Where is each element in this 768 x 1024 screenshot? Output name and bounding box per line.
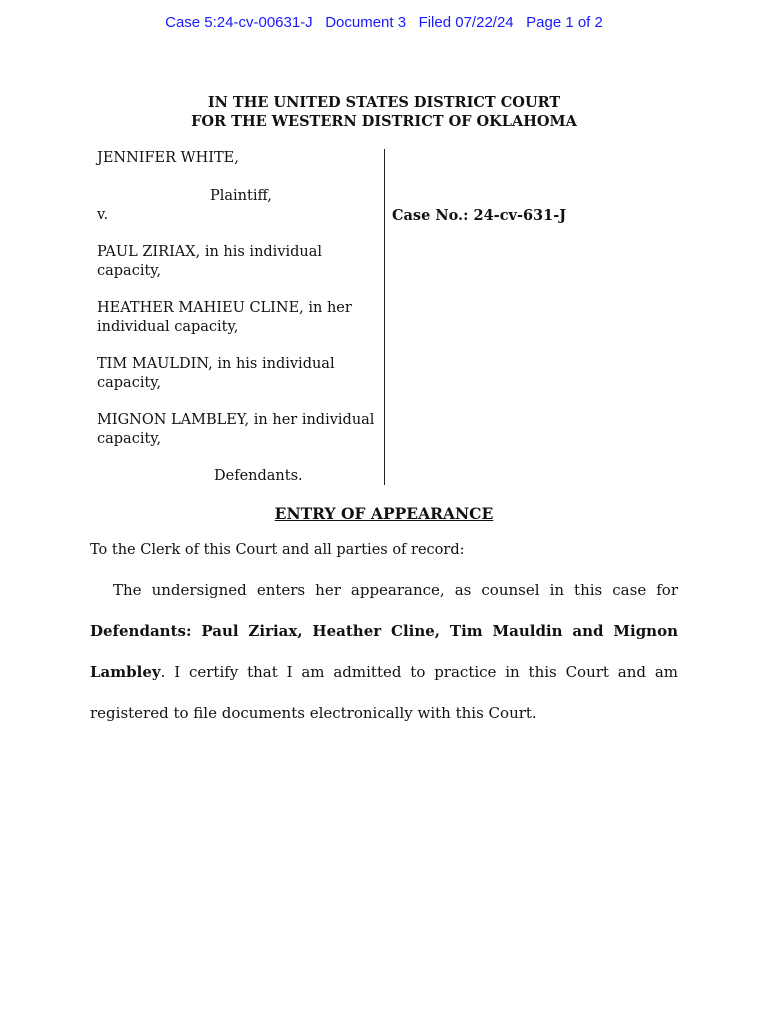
body-certification: . I certify that I am admitted to practice in this Court and am registered to file documents electronically with this Court. (90, 663, 678, 722)
document-title: ENTRY OF APPEARANCE (274, 504, 494, 523)
defendant-entry: TIM MAULDIN, in his individual capacity, (97, 356, 335, 391)
defendant-entry: MIGNON LAMBLEY, in her individual capacity, (97, 412, 375, 447)
court-name-line: IN THE UNITED STATES DISTRICT COURT (207, 94, 561, 111)
court-heading (0, 93, 768, 131)
caption-divider (384, 149, 385, 485)
body-parties: Defendants: Paul Ziriax, Heather Cline, Tim Mauldin and Mignon Lambley (90, 622, 678, 681)
ecf-filing-header: Case 5:24-cv-00631-J Document 3 Filed 07/22/24 Page 1 of 2 (165, 14, 603, 31)
body-intro: The undersigned enters her appearance, as counsel in this case for (113, 581, 678, 599)
court-district-line: FOR THE WESTERN DISTRICT OF OKLAHOMA (191, 113, 577, 130)
versus-label: v. (97, 207, 109, 223)
salutation: To the Clerk of this Court and all parties of record: (90, 542, 465, 558)
defendant-entry: PAUL ZIRIAX, in his individual capacity, (97, 244, 323, 279)
plaintiff-name: JENNIFER WHITE, (97, 150, 239, 166)
plaintiff-label: Plaintiff, (210, 188, 272, 204)
defendants-label: Defendants. (214, 468, 303, 484)
defendant-entry: HEATHER MAHIEU CLINE, in her individual capacity, (97, 300, 352, 335)
body-paragraph (90, 570, 678, 734)
case-number: Case No.: 24-cv-631-J (392, 207, 567, 224)
